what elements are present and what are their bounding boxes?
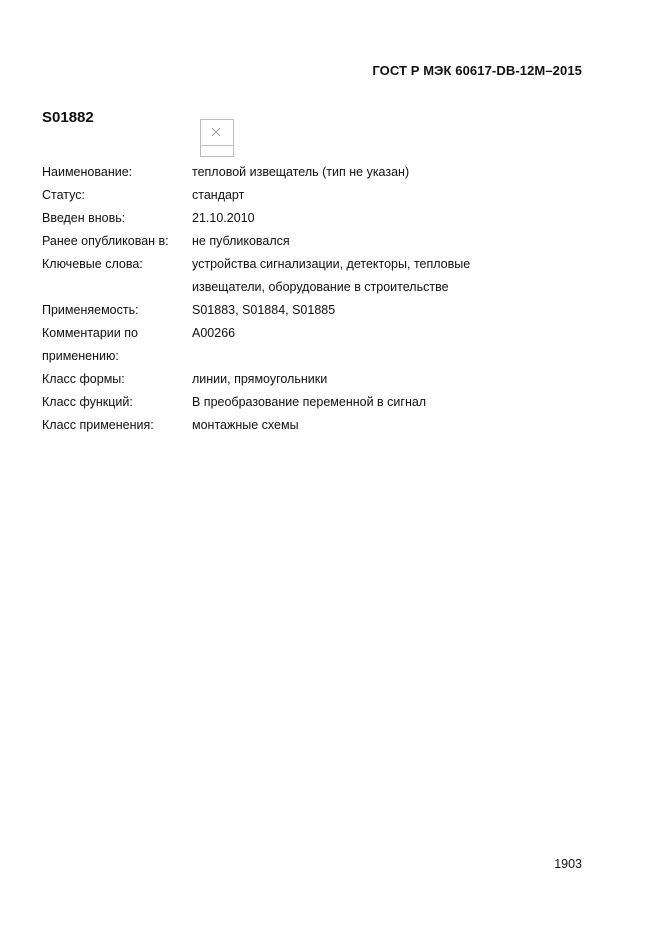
properties-list [42,161,562,437]
property-value: S01883, S01884, S01885 [192,303,336,317]
property-label: Применяемость: [42,303,139,317]
property-label: Класс функций: [42,395,133,409]
property-label: Введен вновь: [42,211,126,225]
symbol-figure [200,119,234,157]
property-label: Статус: [42,188,85,202]
property-value: тепловой извещатель (тип не указан) [192,165,410,179]
property-value: стандарт [192,188,245,202]
property-label: Класс применения: [42,418,154,432]
property-value: не публиковался [192,234,290,248]
property-shape-class [42,368,562,391]
document-header: ГОСТ Р МЭК 60617-DB-12M–2015 [372,63,582,78]
property-application-class [42,414,562,437]
property-introduced [42,207,562,230]
property-function-class [42,391,562,414]
property-keywords [42,253,562,299]
page-number: 1903 [554,857,582,871]
property-label: Наименование: [42,165,133,179]
placeholder-image-icon [200,119,234,157]
symbol-id: S01882 [42,109,94,126]
property-applicability [42,299,562,322]
property-previously-published [42,230,562,253]
property-value: монтажные схемы [192,418,299,432]
property-label: Ключевые слова: [42,257,143,271]
property-value: 21.10.2010 [192,211,255,225]
property-application-comments [42,322,562,368]
property-value: A00266 [192,326,236,340]
property-label: Ранее опубликован в: [42,234,169,248]
property-value: линии, прямоугольники [192,372,328,386]
property-name [42,161,562,184]
property-label: Класс формы: [42,372,125,386]
property-value: устройства сигнализации, детекторы, тепловые извещатели, оборудование в строительстве [192,257,471,294]
property-label: Комментарии по применению: [42,326,138,363]
property-value: В преобразование переменной в сигнал [192,395,427,409]
property-status [42,184,562,207]
